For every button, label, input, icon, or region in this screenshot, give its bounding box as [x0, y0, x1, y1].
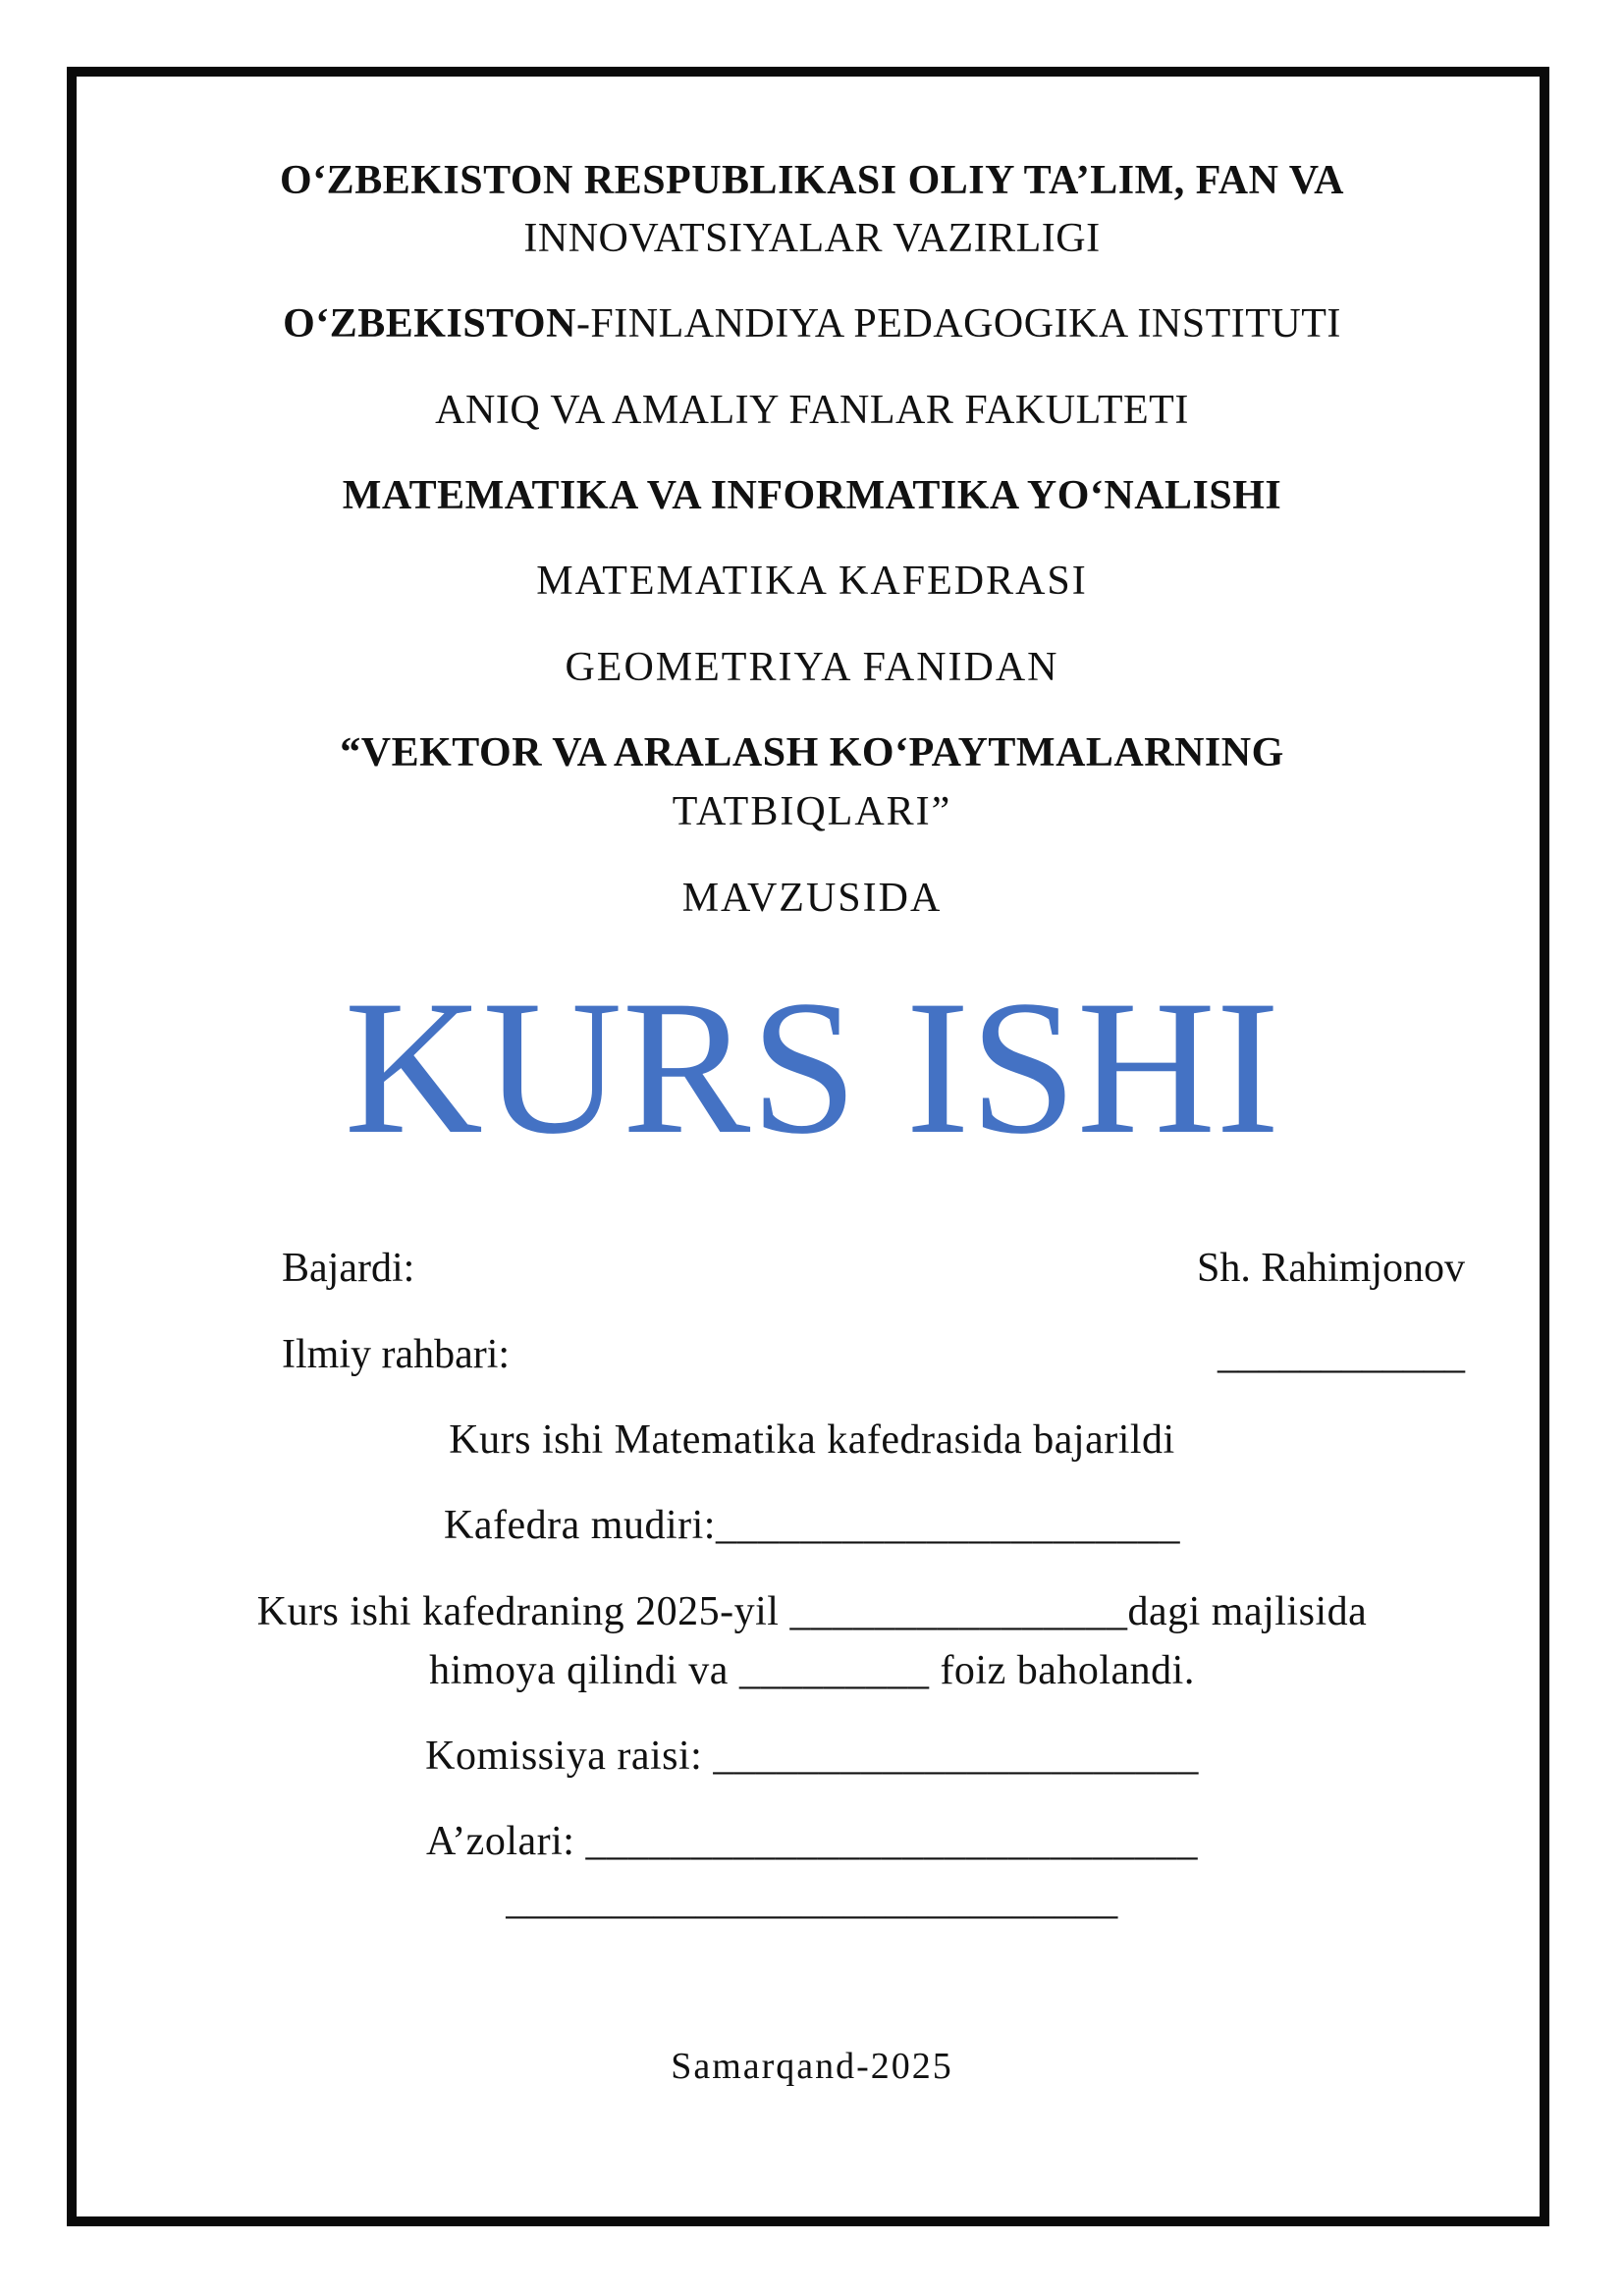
head-of-department: Kafedra mudiri:______________________ [444, 1503, 1180, 1548]
defense-line-1: Kurs ishi kafedraning 2025-yil ________________dagi majlisida [256, 1589, 1368, 1634]
subject-name: GEOMETRIYA FANIDAN [565, 645, 1059, 690]
author-name: Sh. Rahimjonov [1196, 1246, 1465, 1291]
completion-note: Kurs ishi Matematika kafedrasida bajarildi [449, 1417, 1175, 1463]
institute-name-rest: -FINLANDIYA PEDAGOGIKA INSTITUTI [575, 301, 1341, 347]
ministry-line-2: INNOVATSIYALAR VAZIRLIGI [523, 216, 1101, 261]
topic-suffix: MAVZUSIDA [681, 876, 943, 921]
institute-name [0, 294, 1624, 353]
document-type-title: KURS ISHI [344, 961, 1280, 1174]
ministry-line-1: O‘ZBEKISTON RESPUBLIKASI OLIY TA’LIM, FAN VA [280, 158, 1344, 203]
members-line-2: _____________________________ [506, 1878, 1118, 1923]
commission-chair: Komissiya raisi: _______________________ [425, 1734, 1199, 1779]
supervisor-label: Ilmiy rahbari: [282, 1332, 511, 1377]
author-label: Bajardi: [282, 1246, 415, 1291]
topic-line-1: “VEKTOR VA ARALASH KO‘PAYTMALARNING [340, 730, 1284, 775]
faculty-name: ANIQ VA AMALIY FANLAR FAKULTETI [435, 388, 1189, 433]
direction-name: MATEMATIKA VA INFORMATIKA YO‘NALISHI [342, 473, 1282, 518]
department-name: MATEMATIKA KAFEDRASI [536, 559, 1088, 604]
supervisor-blank: ____________ [1218, 1332, 1465, 1377]
members-line-1: A’zolari: _____________________________ [426, 1819, 1198, 1864]
topic-line-2: TATBIQLARI” [672, 789, 952, 834]
place-year: Samarqand-2025 [671, 2046, 953, 2087]
institute-name-bold: O‘ZBEKISTON [283, 301, 576, 347]
defense-line-2: himoya qilindi va _________ foiz baholandi. [429, 1648, 1195, 1693]
